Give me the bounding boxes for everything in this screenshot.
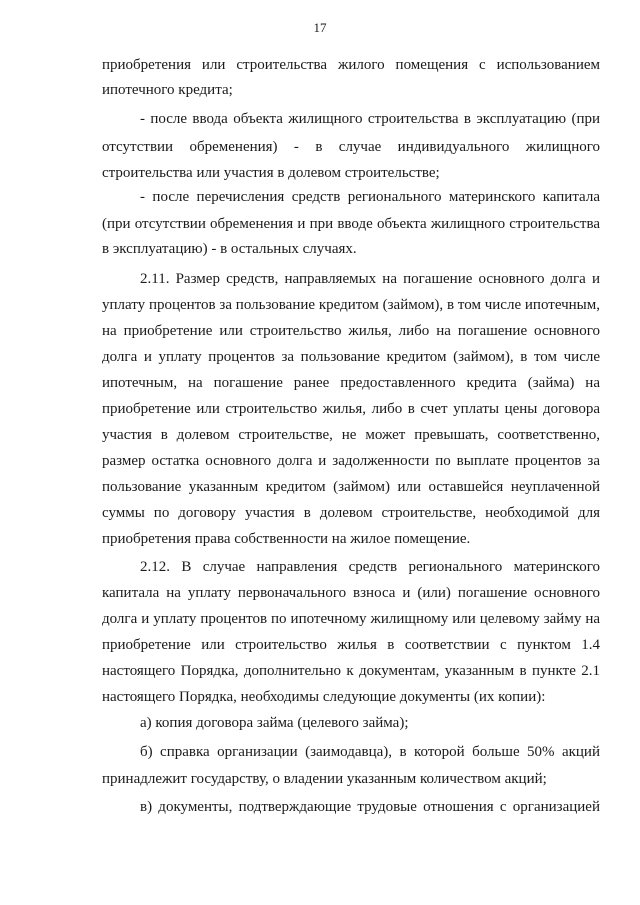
- text-line: 2.11. Размер средств, направляемых на погашение основного долга и: [140, 271, 600, 287]
- text-line: - после ввода объекта жилищного строительства в эксплуатацию (при: [140, 111, 600, 127]
- text-line: (при отсутствии обременения и при вводе объекта жилищного строительства: [102, 216, 600, 232]
- text-line: долга и уплату процентов по ипотечному жилищному или целевому займу на: [102, 611, 600, 627]
- text-line: в) документы, подтверждающие трудовые отношения с организацией: [140, 799, 600, 815]
- text-line: ипотечного кредита;: [102, 82, 233, 98]
- text-line: приобретения права собственности на жилое помещение.: [102, 531, 471, 547]
- text-line: 2.12. В случае направления средств регионального материнского: [140, 559, 600, 575]
- text-line: настоящего Порядка, необходимы следующие документы (их копии):: [102, 689, 546, 705]
- text-line: настоящего Порядка, дополнительно к документам, указанным в пункте 2.1: [102, 663, 600, 679]
- text-line: на приобретение или строительство жилья, либо на погашение основного: [102, 323, 600, 339]
- text-line: приобретения или строительства жилого помещения с использованием: [102, 57, 600, 73]
- text-line: а) копия договора займа (целевого займа);: [140, 715, 409, 731]
- text-line: приобретение или строительство жилья в соответствии с пунктом 1.4: [102, 637, 600, 653]
- text-line: пользование указанным кредитом (займом) или оставшейся неуплаченной: [102, 479, 600, 495]
- text-line: приобретение или строительство жилья, либо в счет уплаты цены договора: [102, 401, 600, 417]
- text-line: принадлежит государству, о владении указанным количеством акций;: [102, 771, 547, 787]
- text-line: строительства или участия в долевом строительстве;: [102, 165, 440, 181]
- text-line: долга и уплату процентов за пользование кредитом (займом), в том числе: [102, 349, 600, 365]
- text-line: уплату процентов за пользование кредитом (займом), в том числе ипотечным,: [102, 297, 600, 313]
- text-line: участия в долевом строительстве, не может превышать, соответственно,: [102, 427, 600, 443]
- page-number: 17: [313, 20, 327, 35]
- text-line: в эксплуатацию) - в остальных случаях.: [102, 241, 357, 257]
- text-line: отсутствии обременения) - в случае индивидуального жилищного: [102, 139, 600, 155]
- text-line: - после перечисления средств регионального материнского капитала: [140, 189, 600, 205]
- text-line: суммы по договору участия в долевом строительстве, необходимой для: [102, 505, 600, 521]
- text-line: размер остатка основного долга и задолженности по выплате процентов за: [102, 453, 600, 469]
- text-line: капитала на уплату первоначального взноса и (или) погашение основного: [102, 585, 600, 601]
- text-line: б) справка организации (заимодавца), в которой больше 50% акций: [140, 744, 600, 760]
- text-line: ипотечным, на погашение ранее предоставленного кредита (займа) на: [102, 375, 600, 391]
